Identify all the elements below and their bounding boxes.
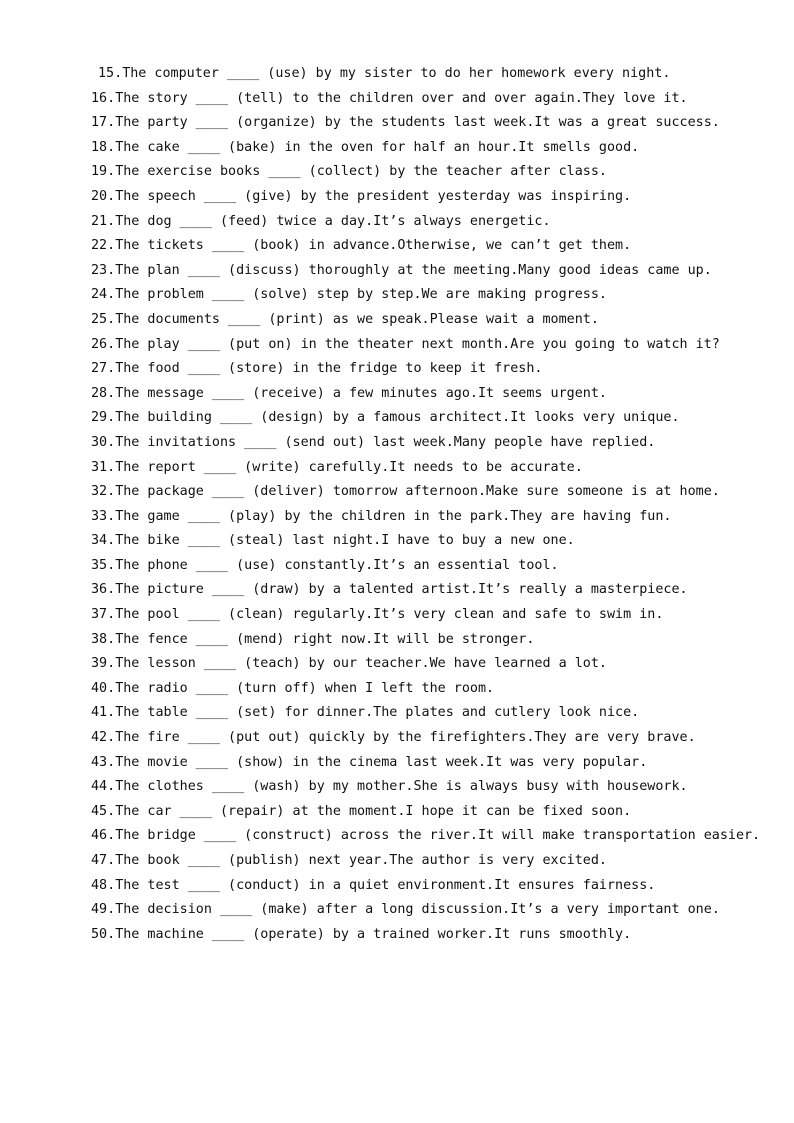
exercise-item [91,701,771,726]
exercise-item [91,456,771,481]
item-number: 20. [91,188,116,204]
item-number: 17. [91,115,116,131]
item-number: 21. [91,213,116,229]
item-number: 45. [91,803,116,819]
item-sentence: The book ____ (publish) next year.The author is very excited. [115,853,607,868]
item-sentence: The computer ____ (use) by my sister to do her homework every night. [122,66,671,81]
item-number: 32. [91,484,116,500]
item-number: 24. [91,287,116,303]
item-sentence: The food ____ (store) in the fridge to keep it fresh. [115,361,543,377]
item-sentence: The table ____ (set) for dinner.The plates and cutlery look nice. [115,705,640,721]
exercise-item [91,111,771,136]
item-sentence: The tickets ____ (book) in advance.Otherwise, we can’t get them. [115,238,632,254]
item-number: 30. [91,434,116,450]
exercise-item [91,431,771,456]
item-number: 49. [91,902,116,918]
item-number: 22. [91,238,116,254]
item-number: 36. [91,582,116,598]
exercise-item [91,505,771,530]
exercise-item [91,234,771,259]
item-number: 38. [91,631,116,647]
item-number: 48. [91,877,116,893]
item-number: 15. [98,66,123,81]
item-sentence: The movie ____ (show) in the cinema last week.It was very popular. [115,754,648,770]
item-number: 35. [91,557,116,573]
item-sentence: The dog ____ (feed) twice a day.It’s always energetic. [115,213,551,229]
exercise-item [91,628,771,653]
item-number: 16. [91,90,116,106]
exercise-item [91,775,771,800]
exercise-item [91,357,771,382]
exercise-item [91,259,771,284]
item-sentence: The cake ____ (bake) in the oven for half an hour.It smells good. [115,139,640,155]
item-sentence: The fire ____ (put out) quickly by the firefighters.They are very brave. [115,730,696,746]
exercise-item [91,849,771,874]
item-number: 34. [91,533,116,549]
item-sentence: The play ____ (put on) in the theater next month.Are you going to watch it? [115,336,720,352]
item-sentence: The plan ____ (discuss) thoroughly at the meeting.Many good ideas came up. [115,262,712,278]
exercise-item [91,923,771,948]
item-number: 40. [91,680,116,696]
item-sentence: The radio ____ (turn off) when I left the room. [115,680,495,696]
exercise-item [91,874,771,899]
item-number: 19. [91,164,116,180]
item-number: 27. [91,361,116,377]
exercise-item [91,726,771,751]
item-sentence: The lesson ____ (teach) by our teacher.We have learned a lot. [115,656,607,672]
item-number: 29. [91,410,116,426]
exercise-item [91,578,771,603]
exercise-item [91,751,771,776]
item-number: 33. [91,508,116,524]
exercise-item [91,185,771,210]
exercise-item [91,87,771,112]
item-sentence: The invitations ____ (send out) last week.Many people have replied. [115,434,656,450]
exercise-item [91,480,771,505]
exercise-item [91,406,771,431]
item-number: 23. [91,262,116,278]
exercise-item [91,898,771,923]
item-sentence: The phone ____ (use) constantly.It’s an essential tool. [115,557,559,573]
exercise-item [91,603,771,628]
item-number: 31. [91,459,116,475]
item-sentence: The message ____ (receive) a few minutes ago.It seems urgent. [115,385,607,401]
item-number: 18. [91,139,116,155]
item-sentence: The report ____ (write) carefully.It needs to be accurate. [115,459,583,475]
exercise-item [91,62,771,87]
item-sentence: The fence ____ (mend) right now.It will be stronger. [115,631,535,647]
exercise-item [91,677,771,702]
exercise-item [91,333,771,358]
exercise-list [91,62,771,947]
item-number: 25. [91,311,116,327]
item-sentence: The clothes ____ (wash) by my mother.She is always busy with housework. [115,779,688,795]
item-sentence: The speech ____ (give) by the president yesterday was inspiring. [115,188,632,204]
item-number: 41. [91,705,116,721]
item-sentence: The documents ____ (print) as we speak.Please wait a moment. [115,311,599,327]
item-sentence: The bike ____ (steal) last night.I have to buy a new one. [115,533,575,549]
item-sentence: The package ____ (deliver) tomorrow afternoon.Make sure someone is at home. [115,484,720,500]
item-sentence: The bridge ____ (construct) across the river.It will make transportation easier. [115,828,761,844]
item-sentence: The exercise books ____ (collect) by the teacher after class. [115,164,607,180]
item-number: 50. [91,926,116,942]
item-sentence: The decision ____ (make) after a long discussion.It’s a very important one. [115,902,720,918]
item-number: 42. [91,730,116,746]
item-sentence: The story ____ (tell) to the children over and over again.They love it. [115,90,688,106]
exercise-item [91,160,771,185]
item-sentence: The pool ____ (clean) regularly.It’s very clean and safe to swim in. [115,607,664,623]
item-sentence: The picture ____ (draw) by a talented artist.It’s really a masterpiece. [115,582,688,598]
exercise-item [91,529,771,554]
item-sentence: The problem ____ (solve) step by step.We are making progress. [115,287,607,303]
item-number: 47. [91,853,116,868]
item-sentence: The test ____ (conduct) in a quiet environment.It ensures fairness. [115,877,656,893]
item-sentence: The car ____ (repair) at the moment.I hope it can be fixed soon. [115,803,632,819]
exercise-item [91,554,771,579]
item-sentence: The party ____ (organize) by the students last week.It was a great success. [115,115,720,131]
item-number: 26. [91,336,116,352]
item-sentence: The game ____ (play) by the children in the park.They are having fun. [115,508,672,524]
item-number: 46. [91,828,116,844]
exercise-item [91,800,771,825]
exercise-item [91,210,771,235]
item-sentence: The machine ____ (operate) by a trained worker.It runs smoothly. [115,926,632,942]
item-number: 37. [91,607,116,623]
exercise-item [91,652,771,677]
exercise-item [91,136,771,161]
exercise-item [91,283,771,308]
exercise-item [91,308,771,333]
item-number: 28. [91,385,116,401]
item-number: 39. [91,656,116,672]
item-number: 44. [91,779,116,795]
exercise-item [91,382,771,407]
item-sentence: The building ____ (design) by a famous architect.It looks very unique. [115,410,680,426]
exercise-item [91,824,771,849]
item-number: 43. [91,754,116,770]
